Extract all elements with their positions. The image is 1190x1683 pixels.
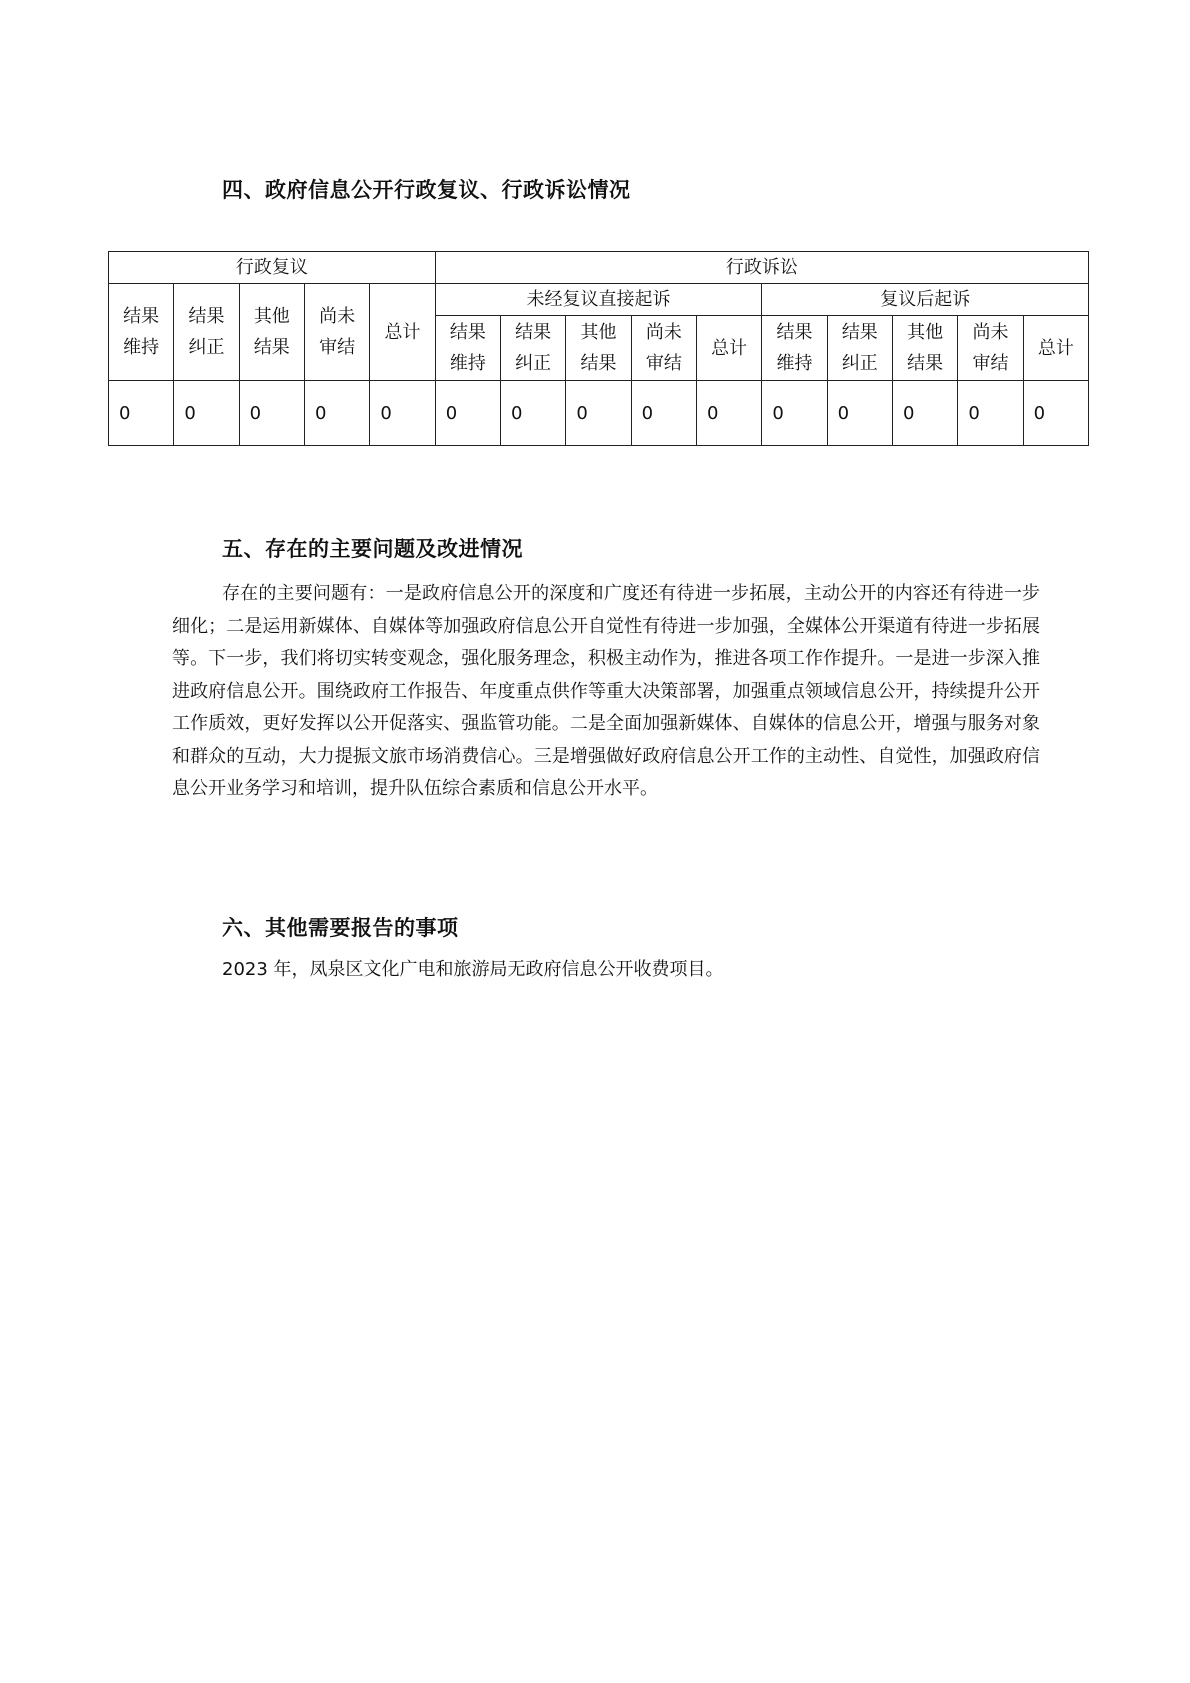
table-cell: 0 xyxy=(762,381,827,446)
table-cell: 0 xyxy=(892,381,957,446)
col-review-corrected: 结果纠正 xyxy=(174,284,239,381)
col-after-total: 总计 xyxy=(1023,316,1088,381)
table-cell: 0 xyxy=(631,381,696,446)
col-after-other: 其他结果 xyxy=(892,316,957,381)
table-cell: 0 xyxy=(109,381,174,446)
col-direct-corrected: 结果纠正 xyxy=(501,316,566,381)
section-6-body: 2023 年，凤泉区文化广电和旅游局无政府信息公开收费项目。 xyxy=(222,959,724,980)
table-cell: 0 xyxy=(239,381,304,446)
table-cell: 0 xyxy=(304,381,369,446)
col-review-other: 其他结果 xyxy=(239,284,304,381)
section-5-heading: 五、存在的主要问题及改进情况 xyxy=(222,536,523,561)
table-cell: 0 xyxy=(958,381,1023,446)
header-direct-suit: 未经复议直接起诉 xyxy=(435,284,762,316)
header-suit-after-review: 复议后起诉 xyxy=(762,284,1089,316)
col-after-upheld: 结果维持 xyxy=(762,316,827,381)
col-review-upheld: 结果维持 xyxy=(109,284,174,381)
review-litigation-table xyxy=(108,251,1089,446)
table-cell: 0 xyxy=(501,381,566,446)
table-cell: 0 xyxy=(1023,381,1088,446)
col-after-corrected: 结果纠正 xyxy=(827,316,892,381)
col-after-pending: 尚未审结 xyxy=(958,316,1023,381)
section-6-heading: 六、其他需要报告的事项 xyxy=(222,915,459,940)
col-direct-upheld: 结果维持 xyxy=(435,316,500,381)
table-cell: 0 xyxy=(697,381,762,446)
header-administrative-litigation: 行政诉讼 xyxy=(435,252,1088,284)
table-cell: 0 xyxy=(174,381,239,446)
section-5-body: 存在的主要问题有：一是政府信息公开的深度和广度还有待进一步拓展，主动公开的内容还有待进一步细化；二是运用新媒体、自媒体等加强政府信息公开自觉性有待进一步加强，全媒体公开渠道有待进一步拓展等。下一步，我们将切实转变观念，强化服务理念，积极主动作为，推进各项工作作提升。一是进一步深入推进政府信息公开。围绕政府工作报告、年度重点供作等重大决策部署，加强重点领域信息公开，持续提升公开工作质效，更好发挥以公开促落实、强监管功能。二是全面加强新媒体、自媒体的信息公开，增强与服务对象和群众的互动，大力提振文旅市场消费信心。三是增强做好政府信息公开工作的主动性、自觉性，加强政府信息公开业务学习和培训，提升队伍综合素质和信息公开水平。 xyxy=(172,583,1040,799)
col-direct-pending: 尚未审结 xyxy=(631,316,696,381)
table-cell: 0 xyxy=(435,381,500,446)
col-review-pending: 尚未审结 xyxy=(304,284,369,381)
col-direct-other: 其他结果 xyxy=(566,316,631,381)
section-4-heading: 四、政府信息公开行政复议、行政诉讼情况 xyxy=(222,177,631,202)
col-direct-total: 总计 xyxy=(697,316,762,381)
header-administrative-review: 行政复议 xyxy=(109,252,436,284)
col-review-total: 总计 xyxy=(370,284,435,381)
table-cell: 0 xyxy=(370,381,435,446)
table-cell: 0 xyxy=(827,381,892,446)
table-cell: 0 xyxy=(566,381,631,446)
